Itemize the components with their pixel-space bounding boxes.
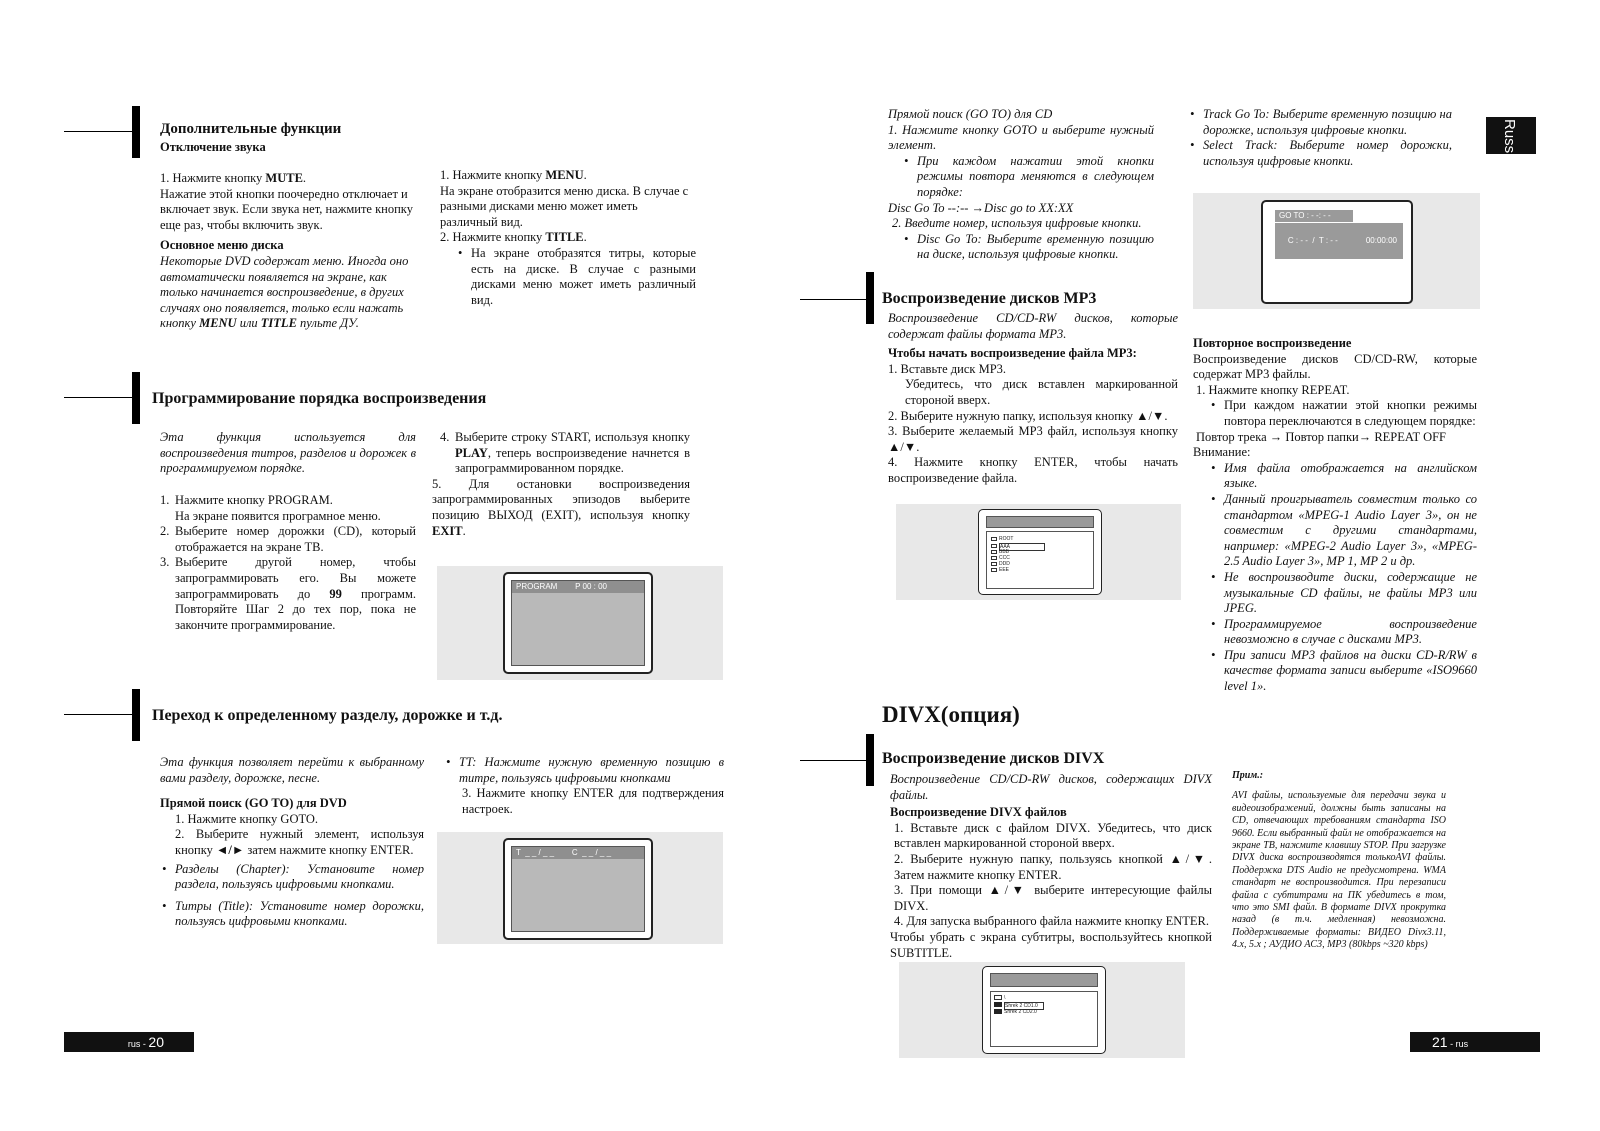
repeat-bullet: • При каждом нажатии этой кнопки режимы повтора переключаются в следующем порядке:	[1209, 398, 1477, 429]
divx-step-3: 3. При помощи ▲/▼ выберите интересующие файлы DIVX.	[894, 883, 1212, 913]
file-icon	[994, 1002, 1002, 1007]
goto-col-left	[160, 755, 424, 930]
section-rule	[64, 397, 136, 398]
mp3-tree-ccc: CCC	[999, 555, 1010, 561]
divx-tree-file-2: Shrek 2 CD2.0	[1004, 1009, 1037, 1015]
section-rule	[800, 760, 872, 761]
goto-screen	[503, 838, 653, 940]
program-screen	[503, 572, 653, 674]
cd-goto-bullet-2: • Disc Go To: Выберите временную позицию на диске, используя цифровые кнопки.	[902, 232, 1154, 263]
page-number-right: 21	[1432, 1034, 1448, 1050]
cd-goto-col-right	[1188, 107, 1452, 169]
mp3-tree-eee: EEE	[999, 567, 1010, 573]
mute-subtitle: Отключение звука	[160, 140, 266, 154]
mute-step-1: 1. Нажмите кнопку MUTE.	[160, 171, 307, 185]
section-title-program: Программирование порядка воспроизведения	[152, 390, 487, 407]
repeat-subtitle: Повторное воспроизведение	[1193, 336, 1352, 350]
program-step-2: 2. Выберите номер дорожки (CD), который отображается на экране ТВ.	[160, 524, 416, 554]
page-footer-right: 21 - rus	[1410, 1032, 1540, 1052]
divx-tree-root: \	[1004, 995, 1006, 1001]
cd-goto-bullet-1: • При каждом нажатии этой кнопки режимы повтора меняются в следующем порядке:	[902, 154, 1154, 201]
cd-goto-bullet-select: • Select Track: Выберите номер дорожки, используя цифровые кнопки.	[1188, 138, 1452, 169]
folder-icon	[994, 995, 1002, 1000]
section-rule	[64, 131, 136, 132]
divx-note	[1232, 770, 1446, 952]
goto-bullet-chapter: • Разделы (Chapter): Установите номер раздела, пользуясь цифровыми кнопками.	[160, 862, 424, 893]
mp3-note-2: • Данный проигрыватель совместим только со стандартом «MPEG-1 Audio Layer 3», он не совместим с другими стандартами, например: «MPEG-2 Audio Layer 3», «MPEG-2.5 Audio Layer 3», MP 1, MP 2 и др.	[1209, 492, 1477, 570]
divx-note-title: Прим.:	[1232, 770, 1264, 781]
mp3-tree-aaa: AAA	[999, 543, 1045, 551]
disc-menu-subtitle: Основное меню диска	[160, 238, 284, 253]
program-steps-left	[160, 493, 416, 633]
divx-screen	[982, 966, 1106, 1054]
mute-col	[160, 171, 416, 332]
mp3-step-4: 4. Нажмите кнопку ENTER, чтобы начать воспроизведение файла.	[888, 455, 1178, 485]
mp3-screen	[978, 509, 1102, 595]
cd-goto-step-1: 1. Нажмите кнопку GOTO и выберите нужный элемент.	[888, 122, 1154, 153]
mp3-step-1-desc: Убедитесь, что диск вставлен маркированной стороной вверх.	[905, 377, 1178, 407]
page-footer-left: rus - 20	[64, 1032, 194, 1052]
section-bar	[132, 372, 140, 424]
goto-dvd-subtitle: Прямой поиск (GO TO) для DVD	[160, 796, 347, 811]
section-rule	[800, 299, 872, 300]
divx-tree-file-1: Shrek 2 CD1.0	[1004, 1002, 1044, 1010]
goto-bullet-title: • Титры (Title): Установите номер дорожки, пользуясь цифровыми кнопками.	[160, 899, 424, 930]
mp3-step-3: 3. Выберите желаемый MP3 файл, используя кнопку ▲/▼.	[888, 424, 1178, 454]
folder-icon	[991, 562, 997, 566]
cd-goto-screen	[1261, 200, 1413, 304]
mp3-note-1: • Имя файла отображается на английском языке.	[1209, 461, 1477, 492]
cd-goto-screen-line1: GO TO : - -: - -	[1275, 210, 1353, 222]
divx-step-1: 1. Вставьте диск с файлом DIVX. Убедитесь, что диск вставлен маркированной стороной вверх.	[894, 820, 1212, 851]
divx-intro: Воспроизведение CD/CD-RW дисков, содержащих DIVX файлы.	[890, 772, 1212, 802]
divx-screen-body	[990, 991, 1098, 1047]
disc-menu-desc: Некоторые DVD содержат меню. Иногда оно автоматически появляется на экране, как только начинается воспроизведение, в других случаях оно появляется, только если нажать кнопку MENU или TITLE пульте ДУ.	[160, 253, 409, 331]
goto-step-3: 3. Нажмите кнопку ENTER для подтверждения настроек.	[462, 786, 724, 816]
cd-goto-screen-line2: C : - - / T : - - 00:00:00	[1275, 223, 1403, 259]
mp3-start-subtitle: Чтобы начать воспроизведение файла MP3:	[888, 346, 1137, 361]
page-number-left: 20	[148, 1034, 164, 1050]
program-intro: Эта функция используется для воспроизведения титров, разделов и дорожек в программируемом порядке.	[160, 430, 416, 476]
section-title-extra: Дополнительные функции	[160, 121, 342, 137]
folder-icon	[991, 568, 997, 572]
divx-play-subtitle: Воспроизведение DIVX файлов	[890, 805, 1067, 820]
mp3-tree-bbb: BBB	[999, 549, 1010, 555]
repeat-seq: Повтор трека → Повтор папки→ REPEAT OFF	[1196, 429, 1446, 444]
mp3-tree-ddd: DDD	[999, 561, 1010, 567]
mp3-step-1: 1. Вставьте диск MP3.	[888, 361, 1007, 376]
section-bar	[132, 689, 140, 741]
mp3-repeat-col	[1193, 336, 1477, 695]
cd-goto-bullet-track: • Track Go To: Выберите временную позицию на дорожке, используя цифровые кнопки.	[1188, 107, 1452, 138]
goto-col-right	[444, 755, 724, 817]
cd-goto-subtitle: Прямой поиск (GO TO) для CD	[888, 107, 1053, 121]
program-step-1: 1. Нажмите кнопку PROGRAM. На экране появится програмное меню.	[160, 493, 381, 523]
cd-goto-col	[888, 107, 1154, 263]
cd-goto-step-2: 2. Введите номер, используя цифровые кнопки.	[892, 216, 1142, 231]
section-bar	[866, 734, 874, 786]
section-title-goto: Переход к определенному разделу, дорожке и т.д.	[152, 707, 503, 724]
repeat-step-1: 1. Нажмите кнопку REPEAT.	[1196, 382, 1350, 397]
language-tab-label: Russian	[1501, 119, 1518, 174]
folder-icon	[991, 544, 997, 548]
goto-intro: Эта функция позволяет перейти к выбранному вами разделу, дорожке, песне.	[160, 755, 424, 785]
menu-col	[440, 168, 696, 308]
divx-screen-topbar	[990, 973, 1098, 987]
menu-step-2: 2. Нажмите кнопку TITLE.	[440, 230, 587, 245]
cd-goto-seq: Disc Go To --:-- →Disc go to XX:XX	[888, 200, 1074, 215]
divx-subtitle-desc: Чтобы убрать с экрана субтитры, воспользуйтесь кнопкой SUBTITLE.	[890, 929, 1212, 960]
menu-step-2-bullet: • На экране отобразятся титры, которые есть на диске. В случае с разными дисками меню может иметь различный вид.	[456, 246, 696, 308]
folder-icon	[991, 556, 997, 560]
mp3-col	[888, 311, 1178, 487]
program-screen-header: PROGRAM P 00 : 00	[512, 581, 644, 593]
divx-big-title: DIVX(опция)	[882, 702, 1020, 727]
goto-screen-header: T _ _ / _ _ C _ _ / _ _	[512, 847, 644, 859]
folder-icon	[991, 537, 997, 541]
menu-step-1-desc: На экране отобразится меню диска. В случае с разными дисками меню может иметь различный вид.	[440, 183, 689, 229]
section-bar	[132, 106, 140, 158]
mp3-tree-root: ROOT	[999, 536, 1014, 542]
mute-desc: Нажатие этой кнопки поочередно отключает и включает звук. Если звука нет, нажмите кнопку еще раз, чтобы включить звук.	[160, 186, 413, 232]
section-title-divx: Воспроизведение дисков DIVX	[882, 750, 1105, 767]
program-steps-right	[432, 430, 690, 539]
section-title-mp3: Воспроизведение дисков MP3	[882, 290, 1097, 307]
mp3-note-5: • При записи MP3 файлов на диски CD-R/RW в качестве формата записи выберите «ISO9660 level 1».	[1209, 648, 1477, 695]
program-step-5: 5. Для остановки воспроизведения запрограммированных эпизодов выберите позицию ВЫХОД (EXIT), используя кнопку EXIT.	[432, 476, 690, 538]
menu-step-1: 1. Нажмите кнопку MENU.	[440, 168, 587, 182]
divx-step-2: 2. Выберите нужную папку, пользуясь кнопкой ▲/▼. Затем нажмите кнопку ENTER.	[894, 851, 1212, 882]
mp3-note-3: • Не воспроизводите диски, содержащие не музыкальные CD файлы, не файлы MP3 или JPEG.	[1209, 570, 1477, 617]
language-tab	[1486, 117, 1536, 174]
section-rule	[64, 714, 136, 715]
repeat-desc: Воспроизведение дисков CD/CD-RW, которые содержат MP3 файлы.	[1193, 351, 1477, 382]
divx-step-4: 4. Для запуска выбранного файла нажмите кнопку ENTER.	[894, 914, 1210, 929]
goto-step-2: 2. Выберите нужный элемент, используя кнопку ◄/► затем нажмите кнопку ENTER.	[175, 827, 424, 857]
attention-label: Внимание:	[1193, 445, 1251, 460]
program-step-4: 4. Выберите строку START, используя кнопку PLAY, теперь воспроизведение начнется в запрограммированном порядке.	[440, 430, 690, 476]
divx-note-text: AVI файлы, используемые для передачи звука и видеоизображений, должны быть записаны на CD, отвечающих требованиям стандарта ISO 9660. Если выбранный файл не отображается на экране ТВ, нажмите клавишу STOP. При загрузке DIVX диска воспроизводятся толькоAVI файлы. Поддержка DTS Audio не предусмотрена. WMA стандарт не воспроизводится. При перезаписи файла с субтитрами на ПК убедитесь в том, что это SMI файл. В формате DIVX прокрутка назад (в т.ч. медленная) невозможна. Поддерживаемые форматы: ВИДЕО Divx3.11, 4.x, 5.x ; АУДИО AC3, MP3 (80kbps ~320 kbps)	[1232, 790, 1446, 951]
goto-step-1: 1. Нажмите кнопку GOTO.	[175, 811, 319, 826]
section-bar	[866, 272, 874, 324]
program-step-3: 3. Выберите другой номер, чтобы запрограммировать его. Вы можете запрограммировать до 99 программ. Повторяйте Шаг 2 до тех пор, пока не закончите программирование.	[160, 555, 417, 632]
folder-icon	[991, 550, 997, 554]
mp3-note-4: • Программируемое воспроизведение невозможно в случае с дисками MP3.	[1209, 617, 1477, 648]
mp3-screen-topbar	[986, 516, 1094, 528]
mp3-intro: Воспроизведение CD/CD-RW дисков, которые содержат файлы формата MP3.	[888, 311, 1178, 341]
goto-bullet-tt: • TT: Нажмите нужную временную позицию в титре, пользуясь цифровыми кнопками	[444, 755, 724, 786]
divx-col	[890, 772, 1212, 961]
file-icon	[994, 1009, 1002, 1014]
mp3-step-2: 2. Выберите нужную папку, используя кнопку ▲/▼.	[888, 408, 1168, 423]
